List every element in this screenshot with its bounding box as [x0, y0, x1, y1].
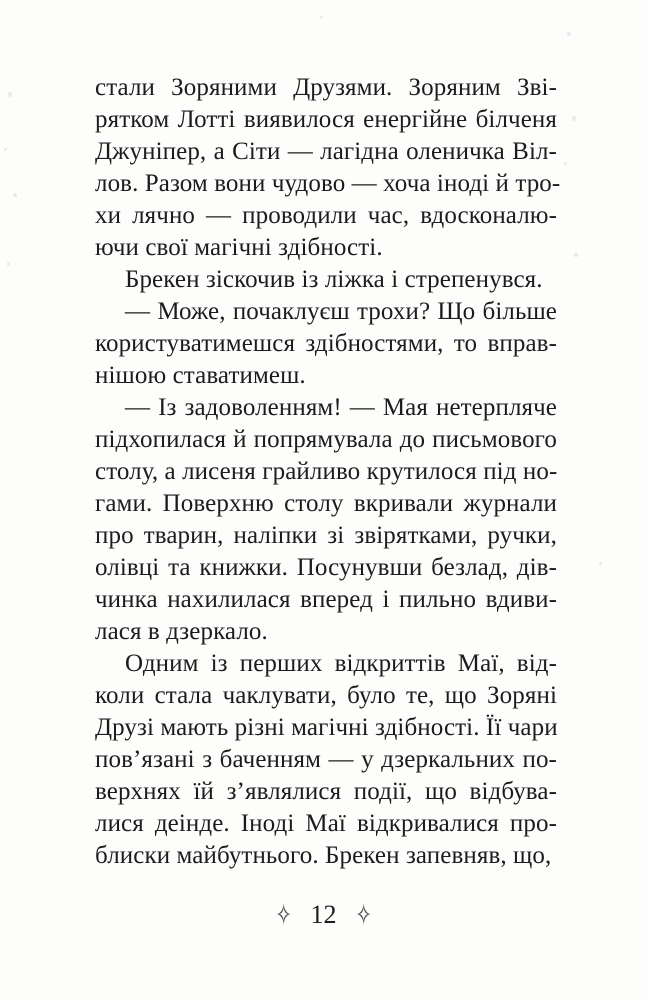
- text-line: стали Зоряними Друзями. Зоряним Зві-: [95, 74, 557, 101]
- text-line: лися деінде. Іноді Маї відкривалися про-: [95, 810, 557, 837]
- sparkle-ornament-icon: ✧: [355, 898, 372, 933]
- text-line: нішою ставатимеш.: [95, 362, 306, 389]
- text-line: рятком Лотті виявилося енергійне білченя: [95, 106, 557, 133]
- scan-noise: [320, 16, 323, 19]
- scan-noise: [574, 253, 578, 257]
- text-line: чинка нахилилася вперед і пильно вдиви-: [95, 586, 557, 613]
- scan-noise: [4, 148, 7, 151]
- text-line: коли стала чаклувати, було те, що Зоряні: [95, 682, 557, 709]
- text-line: користуватимешся здібностями, то вправ-: [95, 330, 557, 357]
- scan-noise: [13, 193, 17, 197]
- page-number: 12: [310, 900, 337, 929]
- scan-noise: [8, 92, 12, 97]
- scan-noise: [564, 162, 567, 165]
- text-line: лася в дзеркало.: [95, 618, 268, 645]
- text-line: підхопилася й попрямувала до письмового: [95, 426, 557, 453]
- sparkle-ornament-icon: ✧: [275, 898, 292, 933]
- text-line: Джуніпер, а Сіти — лагідна оленичка Віл-: [95, 138, 557, 165]
- text-line: Брекен зіскочив із ліжка і стрепенувся.: [125, 266, 543, 293]
- text-line: — Може, почаклуєш трохи? Що більше: [125, 298, 557, 325]
- text-line: пов’язані з баченням — у дзеркальних по-: [95, 746, 557, 773]
- text-line: хи лячно — проводили час, вдосконалю-: [95, 202, 557, 229]
- text-line: олівці та книжки. Посунувши безлад, дів-: [95, 554, 557, 581]
- page-footer: [0, 896, 647, 936]
- text-line: ючи свої магічні здібності.: [95, 234, 383, 261]
- text-line: лов. Разом вони чудово — хоча іноді й тро-: [95, 170, 561, 197]
- text-line: про тварин, наліпки зі звірятками, ручки,: [95, 522, 557, 549]
- text-line: столу, а лисеня грайливо крутилося під но-: [95, 458, 558, 485]
- text-line: Друзі мають різні магічні здібності. Її чари: [95, 714, 558, 741]
- scan-noise: [567, 32, 571, 36]
- scan-noise: [572, 116, 576, 121]
- scan-noise: [7, 262, 10, 266]
- text-line: — Із задоволенням! — Мая нетерпляче: [125, 394, 557, 421]
- scan-noise: [599, 562, 602, 565]
- text-line: верхнях їй з’являлися події, що відбува-: [95, 778, 557, 805]
- text-line: блиски майбутнього. Брекен запевняв, що,: [95, 842, 552, 869]
- page-text: [95, 72, 561, 872]
- text-line: Одним із перших відкриттів Маї, від-: [125, 650, 557, 677]
- text-line: гами. Поверхню столу вкривали журнали: [95, 490, 557, 517]
